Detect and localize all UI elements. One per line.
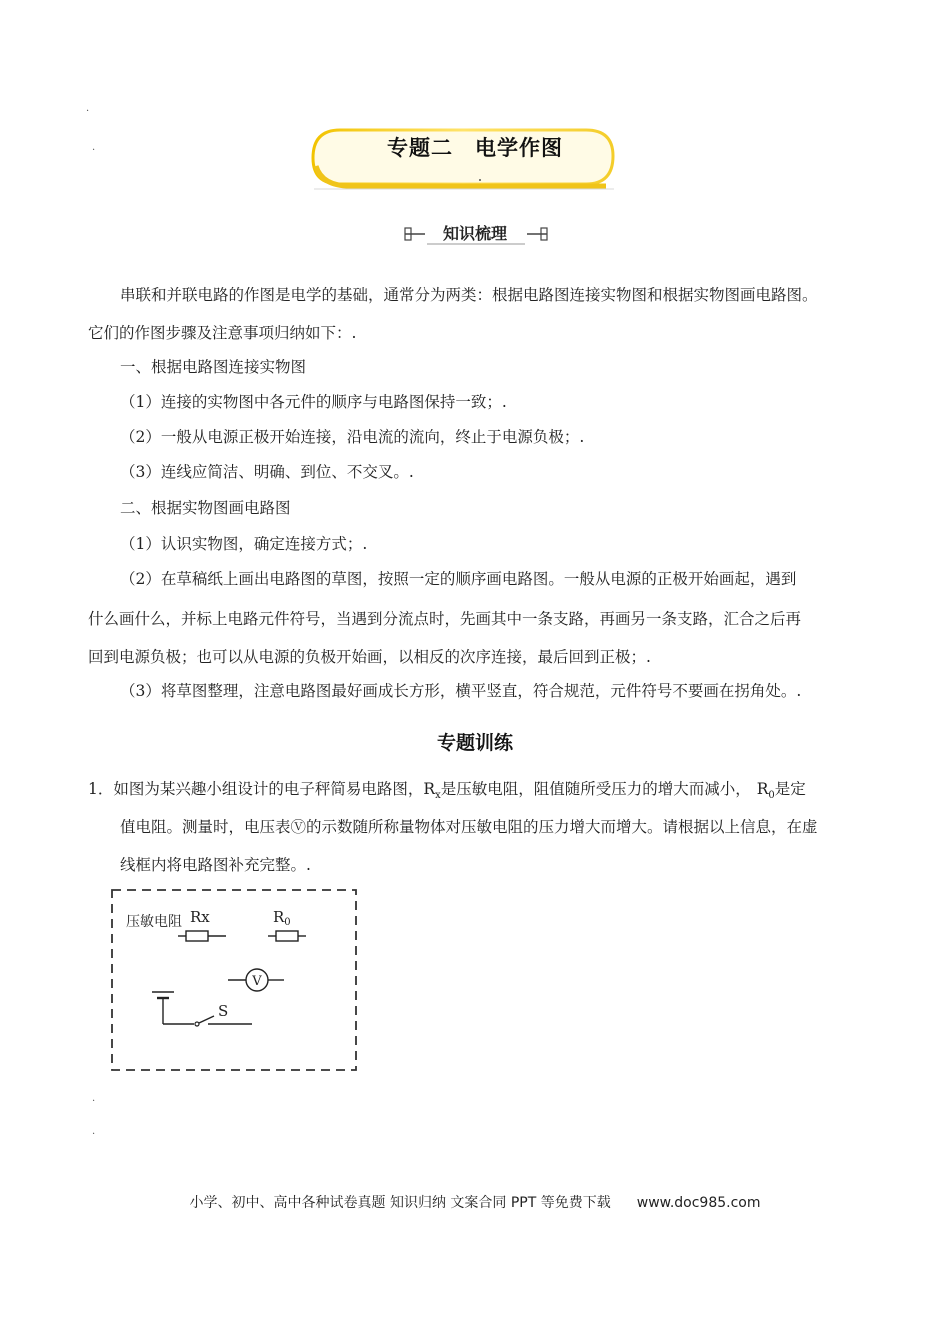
part2-item-2-line-1: （2）在草稿纸上画出电路图的草图，按照一定的顺序画电路图。一般从电源的正极开始画起，遇到 — [120, 570, 797, 588]
section-heading: 专题训练 — [436, 732, 513, 754]
part2-heading: 二、根据实物图画电路图 — [120, 499, 291, 517]
sensor-resistor-label: 压敏电阻 — [126, 914, 182, 930]
footer-link[interactable]: www.doc985.com — [636, 1195, 761, 1211]
part1-item-3: （3）连线应简洁、明确、到位、不交叉。. — [120, 463, 414, 481]
question-1-line-1: 1．如图为某兴趣小组设计的电子秤简易电路图，$R_x$是压敏电阻，阻值随所受压力的增大而减小， $R_0$是定 — [88, 780, 806, 802]
battery-symbol — [152, 992, 194, 1024]
switch-label: S — [218, 1002, 229, 1020]
rx-label: Rx — [190, 908, 210, 926]
question-number: 1． — [88, 780, 114, 798]
part1-heading: 一、根据电路图连接实物图 — [120, 358, 307, 376]
footer-text: 小学、初中、高中各种试卷真题 知识归纳 文案合同 PPT 等免费下载 — [189, 1195, 611, 1211]
voltmeter-symbol — [228, 969, 284, 991]
stray-dot: . — [92, 1093, 96, 1104]
stray-dot: . — [92, 142, 96, 153]
part2-item-2-line-2: 什么画什么，并标上电路元件符号，当遇到分流点时，先画其中一条支路，再画另一条支路，汇合之后再 — [88, 610, 802, 628]
part1-item-2: （2）一般从电源正极开始连接，沿电流的流向，终止于电源负极；. — [120, 428, 585, 446]
intro-line-2: 它们的作图步骤及注意事项归纳如下：. — [88, 324, 357, 342]
part2-item-1: （1）认识实物图，确定连接方式；. — [120, 535, 368, 553]
r0-label: $R_0$ — [273, 908, 291, 928]
part2-item-3: （3）将草图整理，注意电路图最好画成长方形，横平竖直，符合规范，元件符号不要画在拐角处。. — [120, 682, 802, 700]
svg-text:V: V — [252, 974, 262, 989]
stray-dot: · — [86, 106, 90, 117]
part1-item-1: （1）连接的实物图中各元件的顺序与电路图保持一致；. — [120, 393, 507, 411]
question-1-line-2: 值电阻。测量时，电压表Ⓥ的示数随所称量物体对压敏电阻的压力增大而增大。请根据以上信息，在虚 — [120, 818, 818, 836]
footer — [0, 1192, 950, 1212]
stray-dot: . — [92, 1126, 96, 1137]
part2-item-2-line-3: 回到电源负极；也可以从电源的负极开始画，以相反的次序连接，最后回到正极；. — [88, 648, 651, 666]
page-title: 专题二 电学作图 — [387, 136, 563, 160]
circuit-diagram — [108, 886, 364, 1076]
switch-symbol — [195, 1002, 252, 1026]
rx-resistor-symbol — [178, 931, 226, 941]
intro-line-1: 串联和并联电路的作图是电学的基础，通常分为两类：根据电路图连接实物图和根据实物图画电路图。 — [120, 286, 818, 304]
knowledge-label: 知识梳理 — [442, 224, 507, 243]
question-1-line-3: 线框内将电路图补充完整。. — [120, 856, 311, 874]
r0-resistor-symbol — [268, 931, 306, 941]
